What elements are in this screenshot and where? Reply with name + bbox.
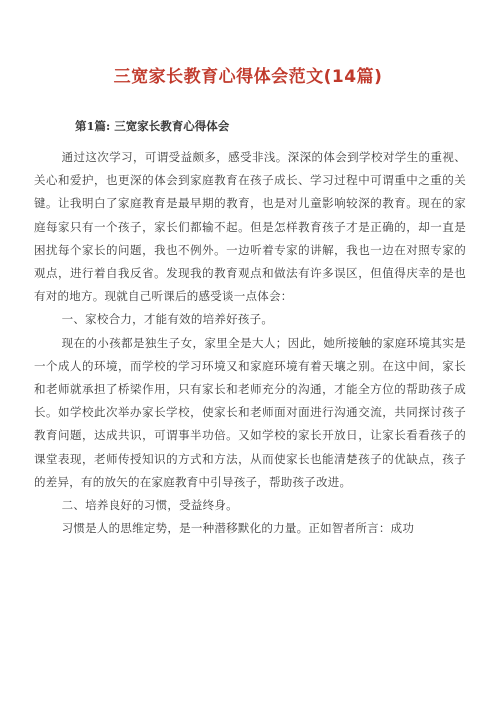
paragraph-point-one-heading: 一、家校合力，才能有效的培养好孩子。	[61, 312, 274, 327]
document-title: 三宽家长教育心得体会范文(14篇)	[113, 67, 383, 87]
section-heading: 第1篇: 三宽家长教育心得体会	[75, 119, 230, 133]
paragraph-point-two-heading: 二、培养良好的习惯，受益终身。	[61, 498, 238, 513]
paragraph-point-one-body: 现在的小孩都是独生子女，家里全是大人；因此，她所接触的家庭环境其实是一个成人的环境，而学校的学习环境又和家庭环境有着天壤之别。在这中间，家长和老师就承担了桥梁作用，只有家长和老师充分的沟通，才能全方位的帮助孩子成长。如学校此次举办家长学校，使家长和老师面对面进行沟通交流，共同探讨孩子教育问题，达成共识，可谓事半功倍。又如学校的家长开放日，让家长看看孩子的课堂表现，老师传授知识的方式和方法，从而使家长也能清楚孩子的优缺点，孩子的差异，有的放矢的在家庭教育中引导孩子，帮助孩子改进。	[34, 335, 466, 489]
paragraph-intro: 通过这次学习，可谓受益颇多，感受非浅。深深的体会到学校对学生的重视、关心和爱护，也更深的体会到家庭教育在孩子成长、学习过程中可谓重中之重的关键。让我明白了家庭教育是最早期的教育，也是对儿童影响较深的教育。现在的家庭每家只有一个孩子，家长们都输不起。但是怎样教育孩子才是正确的，却一直是困扰每个家长的问题，我也不例外。一边听着专家的讲解，我也一边在对照专家的观点，进行着自我反省。发现我的教育观点和做法有许多误区，但值得庆幸的是也有对的地方。现就自己听课后的感受谈一点体会：	[34, 150, 466, 304]
document-body	[34, 146, 466, 540]
paragraph-point-two-body: 习惯是人的思维定势，是一种潜移默化的力量。正如智者所言：成功	[61, 521, 415, 536]
